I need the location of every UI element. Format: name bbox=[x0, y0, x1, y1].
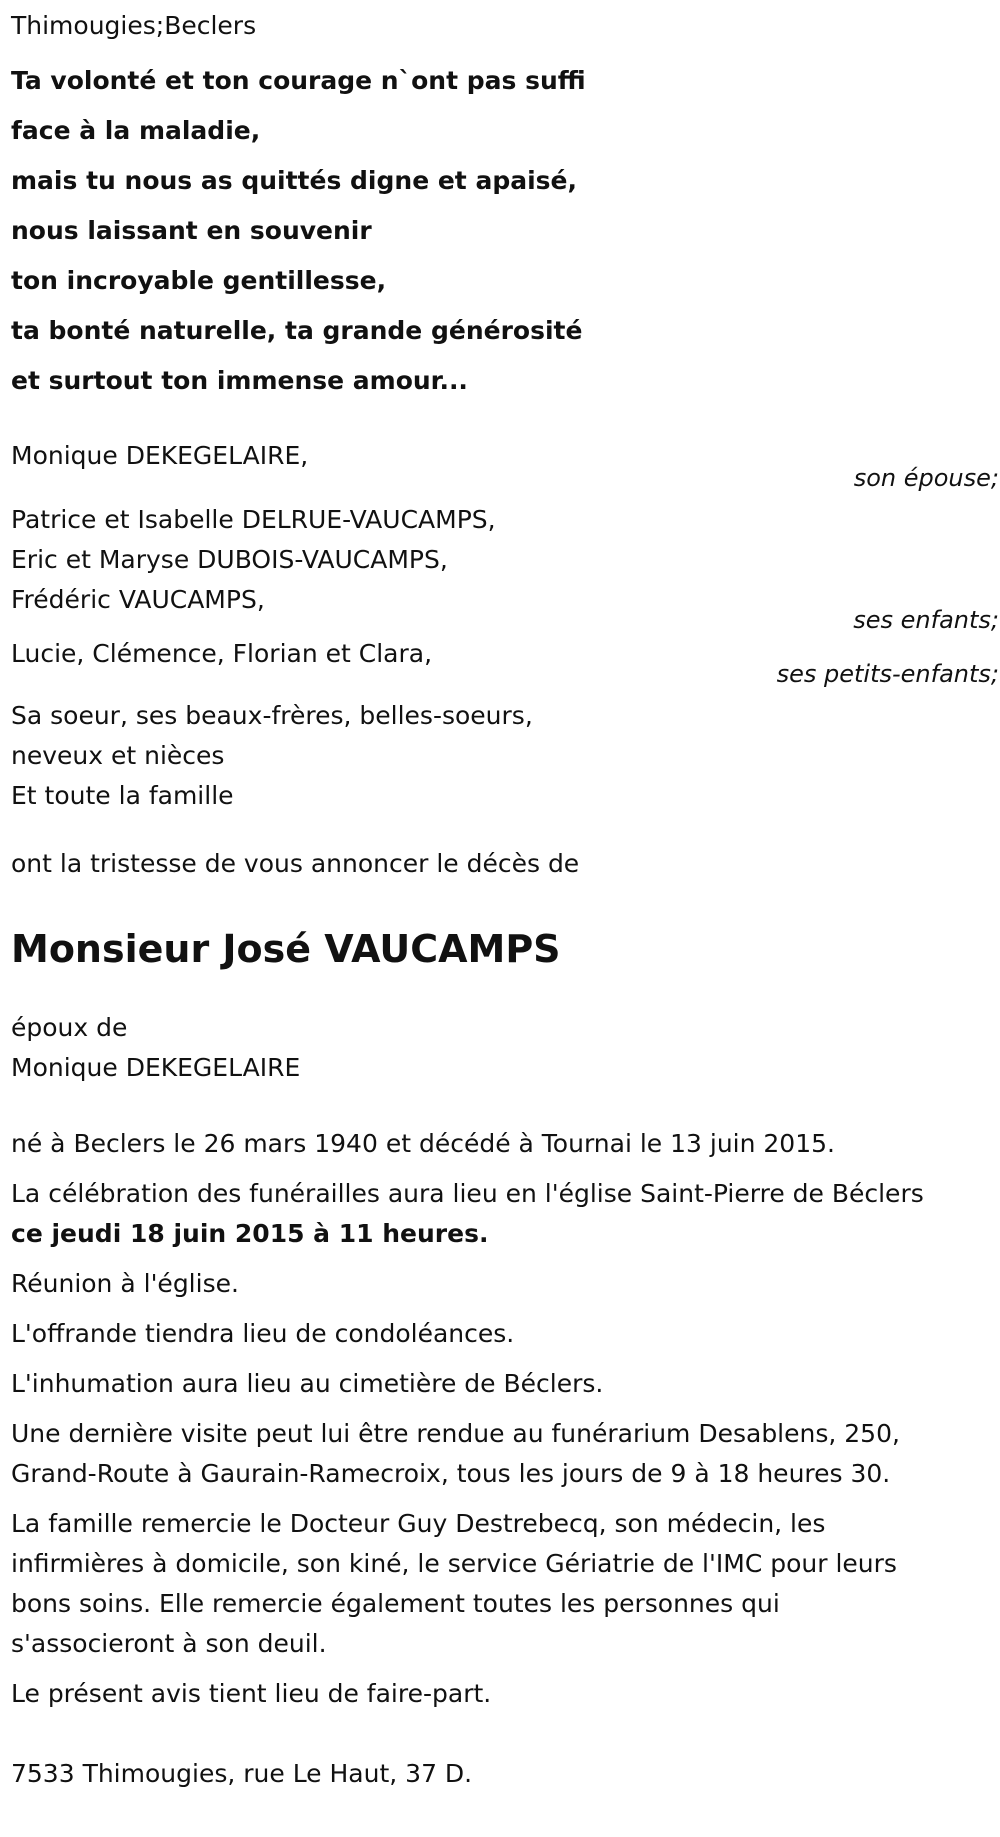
spouse-role: son épouse; bbox=[853, 464, 999, 492]
others-block bbox=[11, 696, 999, 816]
offering-line: L'offrande tiendra lieu de condoléances. bbox=[11, 1319, 515, 1348]
header-locations: Thimougies;Beclers bbox=[11, 11, 257, 40]
spouse-of-label: époux de bbox=[11, 1013, 128, 1042]
spouse-of-block bbox=[11, 1008, 1000, 1088]
obituary-page bbox=[0, 6, 1000, 1837]
visit-line: Une dernière visite peut lui être rendue au funérarium Desablens, 250, bbox=[11, 1419, 900, 1448]
thanks-paragraph bbox=[11, 1504, 999, 1664]
deceased-name: Monsieur José VAUCAMPS bbox=[11, 927, 561, 971]
children-role: ses enfants; bbox=[853, 606, 999, 634]
visit-line: Grand-Route à Gaurain-Ramecroix, tous les jours de 9 à 18 heures 30. bbox=[11, 1459, 891, 1488]
grandchildren-block bbox=[11, 634, 999, 692]
notice-line: Le présent avis tient lieu de faire-part. bbox=[11, 1679, 492, 1708]
visit-paragraph bbox=[11, 1414, 999, 1494]
poem bbox=[11, 56, 1000, 406]
relatives-line: Sa soeur, ses beaux-frères, belles-soeurs, bbox=[11, 701, 533, 730]
ceremony-paragraph bbox=[11, 1174, 999, 1254]
thanks-line: s'associeront à son deuil. bbox=[11, 1629, 327, 1658]
poem-line: et surtout ton immense amour... bbox=[11, 366, 468, 395]
poem-line: nous laissant en souvenir bbox=[11, 216, 372, 245]
birth-death-line: né à Beclers le 26 mars 1940 et décédé à Tournai le 13 juin 2015. bbox=[11, 1129, 835, 1158]
thanks-line: La famille remercie le Docteur Guy Destrebecq, son médecin, les bbox=[11, 1509, 826, 1538]
thanks-line: bons soins. Elle remercie également toutes les personnes qui bbox=[11, 1589, 780, 1618]
poem-line: face à la maladie, bbox=[11, 116, 261, 145]
details-block bbox=[11, 1124, 1000, 1794]
poem-line: mais tu nous as quittés digne et apaisé, bbox=[11, 166, 578, 195]
announcement-intro: ont la tristesse de vous annoncer le décès de bbox=[11, 849, 580, 878]
relatives-line: neveux et nièces bbox=[11, 741, 225, 770]
burial-line: L'inhumation aura lieu au cimetière de Béclers. bbox=[11, 1369, 604, 1398]
relatives-line: Et toute la famille bbox=[11, 781, 234, 810]
child-name: Frédéric VAUCAMPS, bbox=[11, 585, 265, 614]
thanks-line: infirmières à domicile, son kiné, le service Gériatrie de l'IMC pour leurs bbox=[11, 1549, 897, 1578]
poem-line: ta bonté naturelle, ta grande générosité bbox=[11, 316, 583, 345]
child-name: Eric et Maryse DUBOIS-VAUCAMPS, bbox=[11, 545, 448, 574]
grandchildren-names: Lucie, Clémence, Florian et Clara, bbox=[11, 639, 433, 668]
poem-line: Ta volonté et ton courage n`ont pas suffi bbox=[11, 66, 586, 95]
meeting-line: Réunion à l'église. bbox=[11, 1269, 239, 1298]
children-block bbox=[11, 500, 999, 634]
ceremony-line: La célébration des funérailles aura lieu en l'église Saint-Pierre de Béclers bbox=[11, 1179, 924, 1208]
address-line: 7533 Thimougies, rue Le Haut, 37 D. bbox=[11, 1759, 473, 1788]
poem-line: ton incroyable gentillesse, bbox=[11, 266, 387, 295]
ceremony-date: ce jeudi 18 juin 2015 à 11 heures. bbox=[11, 1219, 489, 1248]
spouse-of-name: Monique DEKEGELAIRE bbox=[11, 1053, 301, 1082]
spouse-name: Monique DEKEGELAIRE, bbox=[11, 441, 309, 470]
grandchildren-role: ses petits-enfants; bbox=[776, 660, 999, 688]
child-name: Patrice et Isabelle DELRUE-VAUCAMPS, bbox=[11, 505, 496, 534]
spouse-block bbox=[11, 436, 999, 498]
